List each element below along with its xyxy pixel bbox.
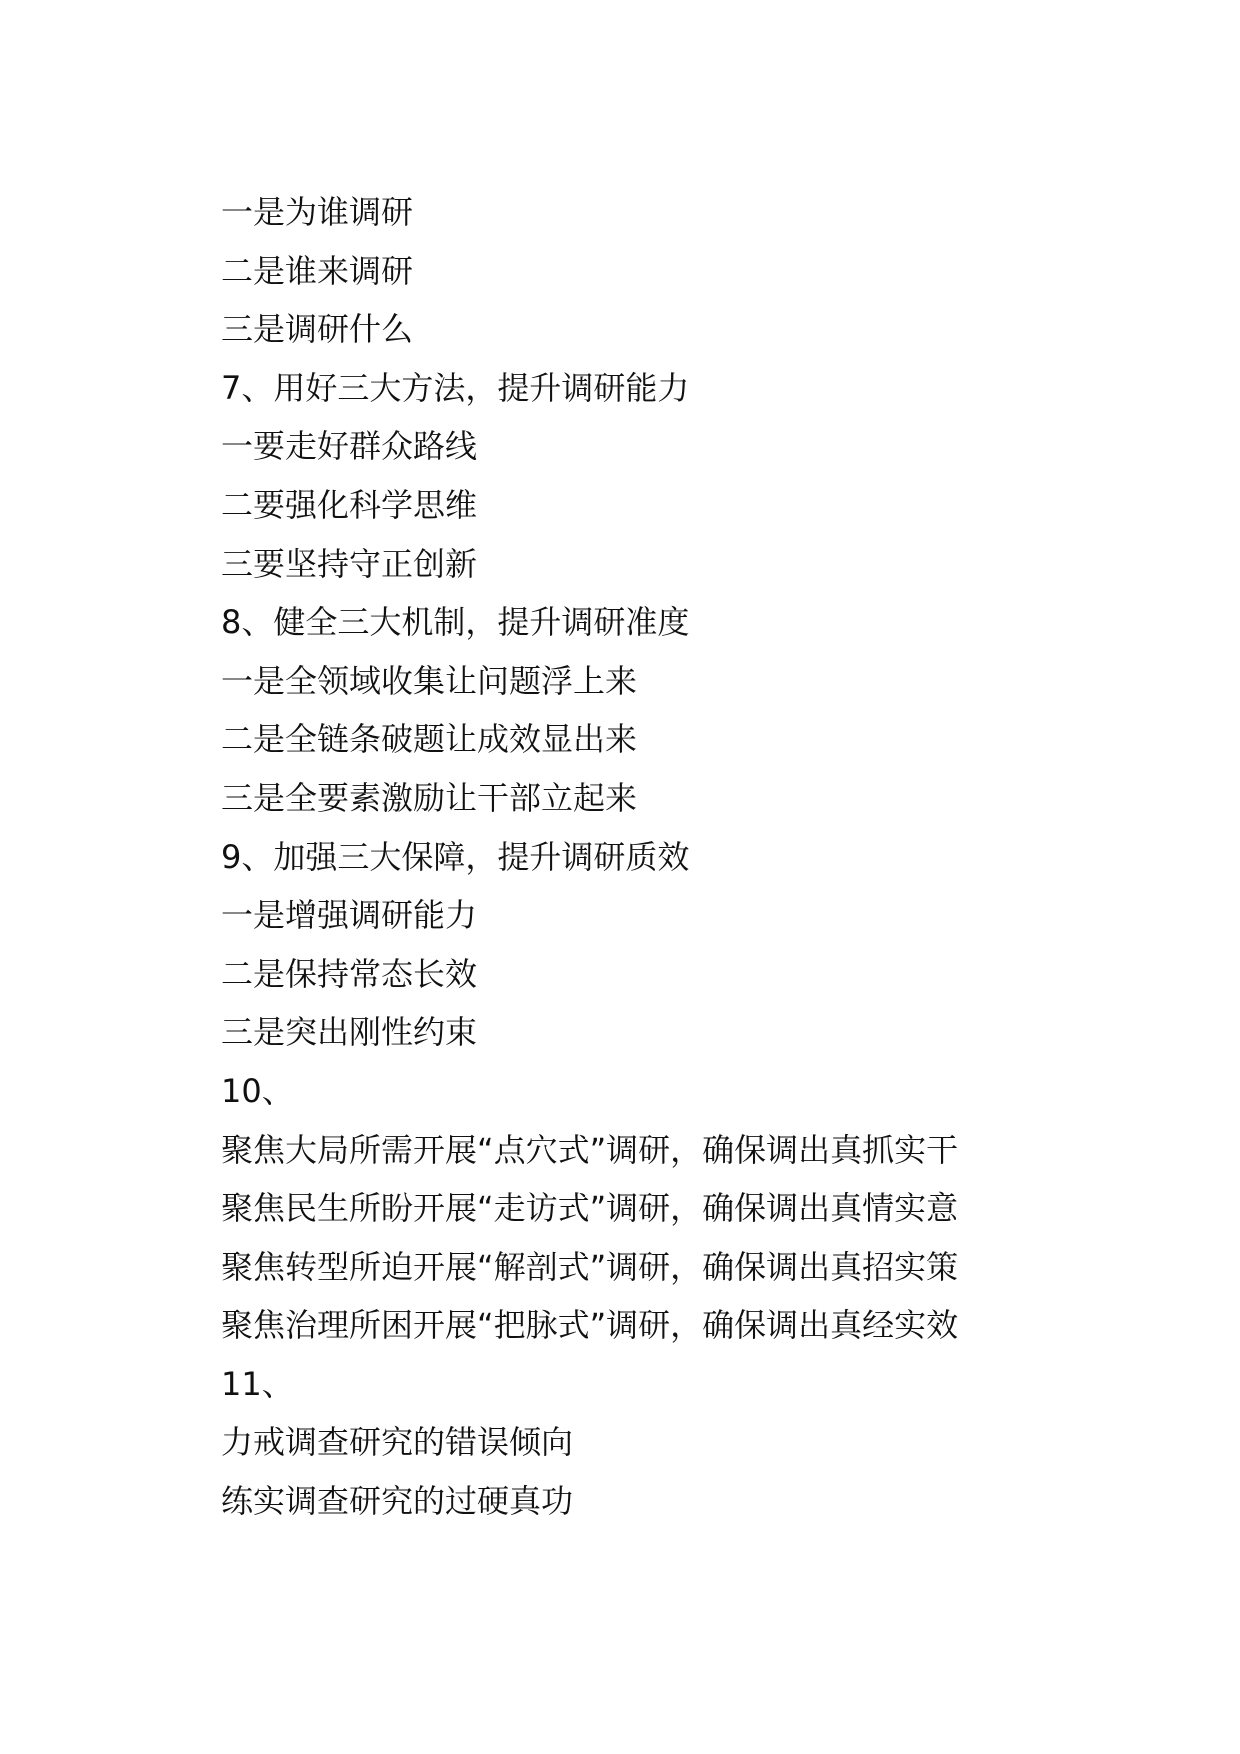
list-item: 一是为谁调研 [221, 193, 414, 231]
list-item: 二要强化科学思维 [221, 485, 478, 524]
list-item: 聚焦大局所需开展“点穴式”调研，确保调出真抓实干 [221, 1130, 959, 1169]
list-item: 聚焦转型所迫开展“解剖式”调研，确保调出真招实策 [221, 1247, 959, 1286]
section-heading: 10、 [221, 1071, 294, 1110]
section-heading: 9、加强三大保障，提升调研质效 [221, 837, 690, 876]
list-item: 一要走好群众路线 [221, 427, 478, 466]
section-heading: 11、 [221, 1364, 294, 1403]
document-body [221, 183, 1121, 1531]
list-item: 三是突出刚性约束 [221, 1013, 478, 1052]
list-item: 聚焦治理所困开展“把脉式”调研，确保调出真经实效 [221, 1306, 959, 1345]
list-item: 三是调研什么 [221, 310, 414, 349]
list-item: 二是全链条破题让成效显出来 [221, 720, 638, 759]
list-item: 一是增强调研能力 [221, 896, 478, 935]
list-item: 练实调查研究的过硬真功 [221, 1482, 574, 1521]
section-heading: 8、健全三大机制，提升调研准度 [221, 603, 690, 642]
list-item: 聚焦民生所盼开展“走访式”调研，确保调出真情实意 [221, 1189, 959, 1228]
section-heading: 7、用好三大方法，提升调研能力 [221, 368, 690, 407]
list-item: 一是全领域收集让问题浮上来 [221, 661, 638, 700]
list-item: 三是全要素激励让干部立起来 [221, 778, 638, 817]
list-item: 二是谁来调研 [221, 251, 414, 290]
list-item: 三要坚持守正创新 [221, 544, 478, 583]
list-item: 二是保持常态长效 [221, 954, 478, 993]
list-item: 力戒调查研究的错误倾向 [221, 1423, 574, 1462]
